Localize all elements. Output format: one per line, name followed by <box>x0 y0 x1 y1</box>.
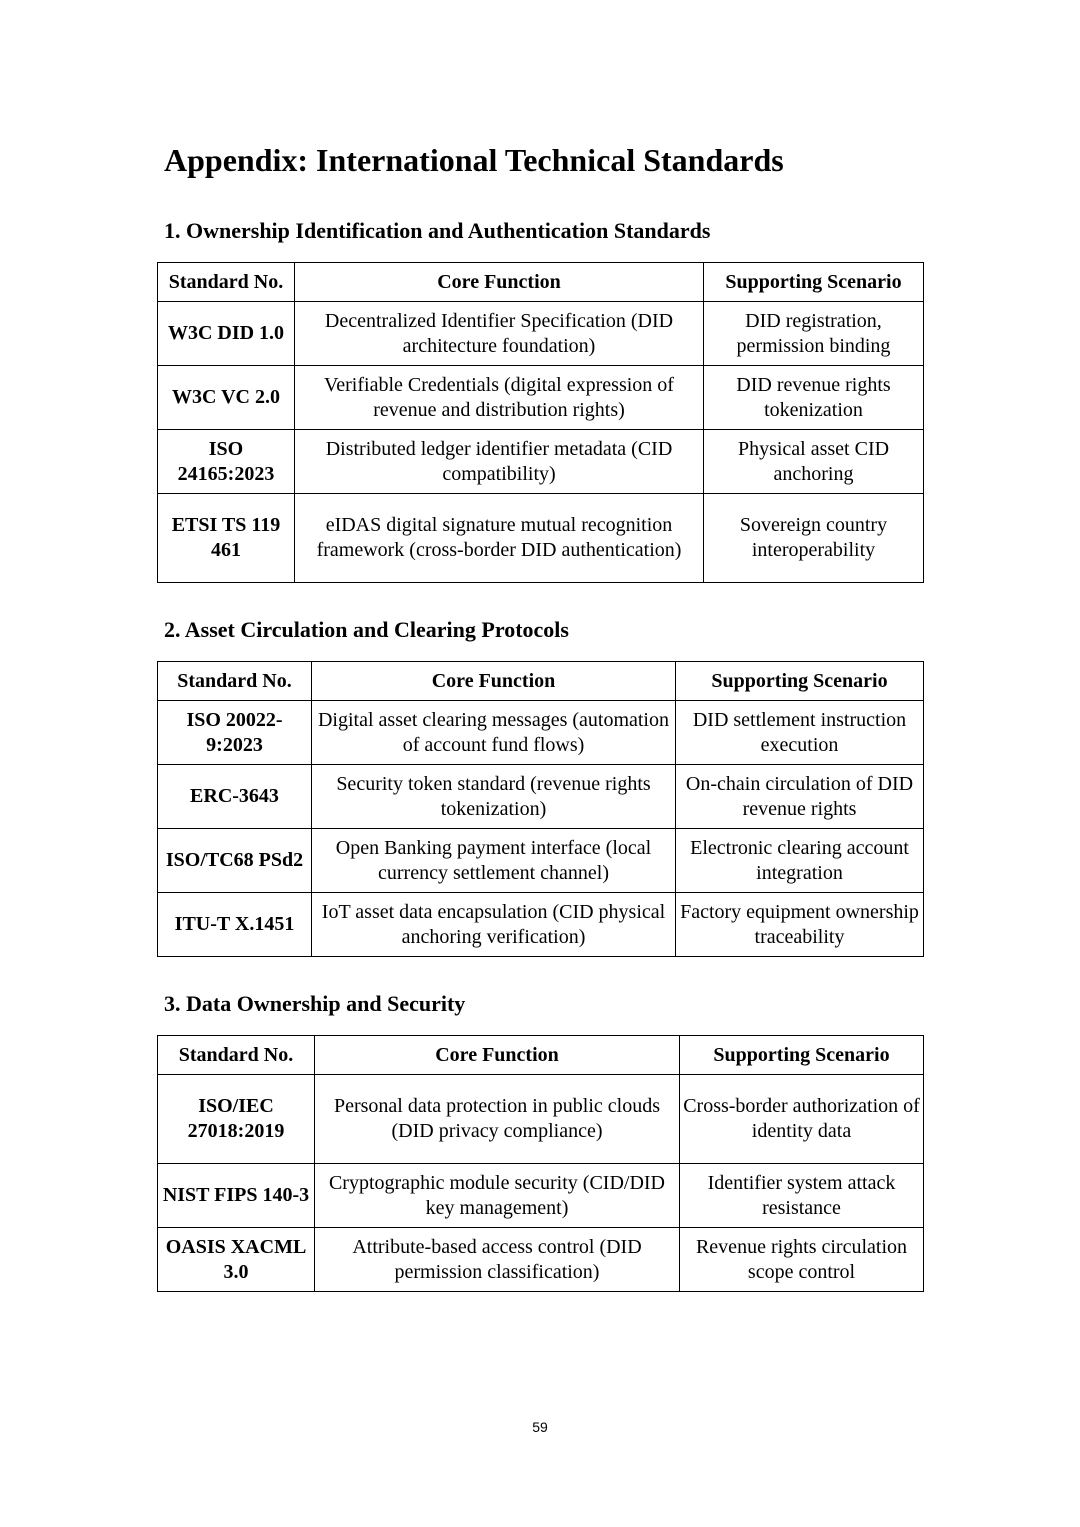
table-row <box>158 829 924 893</box>
table-row <box>158 1075 924 1164</box>
core-function-cell: Decentralized Identifier Specification (DID architecture foundation) <box>295 302 704 366</box>
supporting-scenario-cell: Cross-border authorization of identity data <box>680 1075 924 1164</box>
section-heading-data-ownership: 3. Data Ownership and Security <box>164 991 466 1016</box>
table-header-row <box>158 263 924 302</box>
standard-no-cell: ISO 24165:2023 <box>158 430 295 494</box>
table-header-row <box>158 662 924 701</box>
standard-no-cell: W3C VC 2.0 <box>158 366 295 430</box>
core-function-cell: Security token standard (revenue rights tokenization) <box>312 765 676 829</box>
supporting-scenario-cell: DID registration, permission binding <box>704 302 924 366</box>
table-row <box>158 893 924 957</box>
standard-no-cell: ETSI TS 119 461 <box>158 494 295 583</box>
supporting-scenario-cell: Revenue rights circulation scope control <box>680 1228 924 1292</box>
table-asset-circulation-protocols <box>157 661 924 957</box>
core-function-cell: Cryptographic module security (CID/DID key management) <box>315 1164 680 1228</box>
supporting-scenario-cell: Electronic clearing account integration <box>676 829 924 893</box>
column-header-core-function: Core Function <box>315 1036 680 1075</box>
table-ownership-standards <box>157 262 924 583</box>
supporting-scenario-cell: DID revenue rights tokenization <box>704 366 924 430</box>
table-row <box>158 765 924 829</box>
supporting-scenario-cell: On-chain circulation of DID revenue rights <box>676 765 924 829</box>
column-header-supporting-scenario: Supporting Scenario <box>704 263 924 302</box>
column-header-supporting-scenario: Supporting Scenario <box>680 1036 924 1075</box>
table-data-ownership-security <box>157 1035 924 1292</box>
core-function-cell: eIDAS digital signature mutual recognition framework (cross-border DID authentication) <box>295 494 704 583</box>
column-header-core-function: Core Function <box>295 263 704 302</box>
standard-no-cell: ERC-3643 <box>158 765 312 829</box>
core-function-cell: Distributed ledger identifier metadata (CID compatibility) <box>295 430 704 494</box>
table-row <box>158 1228 924 1292</box>
page-number: 59 <box>532 1419 548 1435</box>
standard-no-cell: NIST FIPS 140-3 <box>158 1164 315 1228</box>
core-function-cell: Open Banking payment interface (local currency settlement channel) <box>312 829 676 893</box>
table-row <box>158 302 924 366</box>
column-header-core-function: Core Function <box>312 662 676 701</box>
supporting-scenario-cell: Factory equipment ownership traceability <box>676 893 924 957</box>
table-row <box>158 430 924 494</box>
standard-no-cell: ISO/TC68 PSd2 <box>158 829 312 893</box>
core-function-cell: Verifiable Credentials (digital expression of revenue and distribution rights) <box>295 366 704 430</box>
core-function-cell: Personal data protection in public clouds (DID privacy compliance) <box>315 1075 680 1164</box>
section-heading-asset-circulation: 2. Asset Circulation and Clearing Protocols <box>164 617 569 642</box>
column-header-standard-no: Standard No. <box>158 263 295 302</box>
table-row <box>158 701 924 765</box>
supporting-scenario-cell: Identifier system attack resistance <box>680 1164 924 1228</box>
table-row <box>158 366 924 430</box>
page-title: Appendix: International Technical Standards <box>164 142 784 178</box>
section-heading-ownership: 1. Ownership Identification and Authentication Standards <box>164 218 711 243</box>
core-function-cell: Digital asset clearing messages (automation of account fund flows) <box>312 701 676 765</box>
standard-no-cell: ITU-T X.1451 <box>158 893 312 957</box>
column-header-supporting-scenario: Supporting Scenario <box>676 662 924 701</box>
supporting-scenario-cell: Sovereign country interoperability <box>704 494 924 583</box>
standard-no-cell: ISO 20022-9:2023 <box>158 701 312 765</box>
standard-no-cell: OASIS XACML 3.0 <box>158 1228 315 1292</box>
table-row <box>158 494 924 583</box>
column-header-standard-no: Standard No. <box>158 1036 315 1075</box>
supporting-scenario-cell: Physical asset CID anchoring <box>704 430 924 494</box>
core-function-cell: IoT asset data encapsulation (CID physical anchoring verification) <box>312 893 676 957</box>
table-row <box>158 1164 924 1228</box>
column-header-standard-no: Standard No. <box>158 662 312 701</box>
standard-no-cell: ISO/IEC 27018:2019 <box>158 1075 315 1164</box>
core-function-cell: Attribute-based access control (DID permission classification) <box>315 1228 680 1292</box>
table-header-row <box>158 1036 924 1075</box>
supporting-scenario-cell: DID settlement instruction execution <box>676 701 924 765</box>
standard-no-cell: W3C DID 1.0 <box>158 302 295 366</box>
